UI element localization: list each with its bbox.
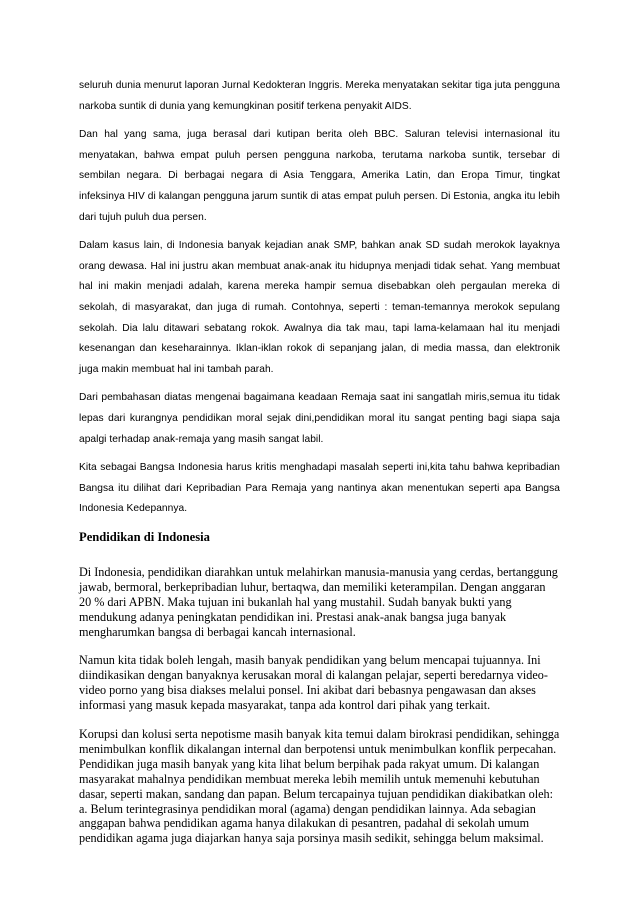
paragraph-corruption: Korupsi dan kolusi serta nepotisme masih banyak kita temui dalam birokrasi pendidikan, sehingga menimbulkan konflik dikalangan internal dan berpotensi untuk menimbulkan konflik perpecahan. Pendidikan juga masih banyak yang kita lihat belum berpihak pada rakyat umum. Di kalangan masyarakat mahalnya pendidikan membuat mereka lebih memilih untuk memenuhi kebutuhan dasar, seperti makan, sandang dan papan. Belum tercapainya tujuan pendidikan diakibatkan oleh: a. Belum terintegrasinya pendidikan moral (agama) dengan pendidikan lainnya. Ada sebagian anggapan bahwa pendidikan agama hanya dilakukan di pesantren, padahal di sekolah umum pendidikan agama juga diajarkan hanya saja porsinya masih sedikit, sehingga belum maksimal.	[79, 727, 560, 846]
document-body	[79, 76, 560, 860]
paragraph-national-character: Kita sebagai Bangsa Indonesia harus kritis menghadapi masalah seperti ini,kita tahu bahwa kepribadian Bangsa itu dilihat dari Kepribadian Para Remaja yang nantinya akan menentukan seperti apa Bangsa Indonesia Kedepannya.	[79, 462, 560, 515]
section-heading: Pendidikan di Indonesia	[79, 529, 210, 544]
paragraph-smoking-children: Dalam kasus lain, di Indonesia banyak kejadian anak SMP, bahkan anak SD sudah merokok layaknya orang dewasa. Hal ini justru akan membuat anak-anak itu hidupnya menjadi tidak sehat. Yang membuat hal ini makin menjadi adalah, karena mereka hampir semua disebabkan oleh pergaulan mereka di sekolah, di masyarakat, dan juga di rumah. Contohnya, seperti : teman-temannya merokok sepulang sekolah. Dia lalu ditawari sebatang rokok. Awalnya dia tak mau, tapi lama-kelamaan hal itu menjadi kesenangan dan keseharainnya. Iklan-iklan rokok di sepanjang jalan, di media massa, dan elektronik juga makin membuat hal ini tambah parah.	[79, 240, 560, 375]
paragraph-moral-education: Dari pembahasan diatas mengenai bagaimana keadaan Remaja saat ini sangatlah miris,semua itu tidak lepas dari kurangnya pendidikan moral sejak dini,pendidikan moral itu sangat penting bagi siapa saja apalgi terhadap anak-remaja yang masih sangat labil.	[79, 392, 560, 445]
paragraph-bbc-report: Dan hal yang sama, juga berasal dari kutipan berita oleh BBC. Saluran televisi internasional itu menyatakan, bahwa empat puluh persen pengguna narkoba, terutama narkoba suntik, tersebar di sembilan negara. Di berbagai negara di Asia Tenggara, Amerika Latin, dan Eropa Timur, tingkat infeksinya HIV di kalangan pengguna jarum suntik di atas empat puluh persen. Di Estonia, angka itu lebih dari tujuh puluh dua persen.	[79, 129, 560, 223]
paragraph-moral-damage: Namun kita tidak boleh lengah, masih banyak pendidikan yang belum mencapai tujuannya. Ini diindikasikan dengan banyaknya kerusakan moral di kalangan pelajar, seperti beredarnya video-video porno yang bisa diakses melalui ponsel. Ini akibat dari bebasnya pengawasan dan akses informasi yang masuk kepada masyarakat, tanpa ada kontrol dari pihak yang terkait.	[79, 653, 548, 713]
paragraph-education-goals: Di Indonesia, pendidikan diarahkan untuk melahirkan manusia-manusia yang cerdas, bertanggung jawab, bermoral, berkepribadian luhur, bertaqwa, dan memiliki keterampilan. Dengan anggaran 20 % dari APBN. Maka tujuan ini bukanlah hal yang mustahil. Sudah banyak bukti yang mendukung adanya peningkatan pendidikan ini. Prestasi anak-anak bangsa juga banyak mengharumkan bangsa di berbagai kancah internasional.	[79, 564, 558, 639]
paragraph-aids-report: seluruh dunia menurut laporan Jurnal Kedokteran Inggris. Mereka menyatakan sekitar tiga juta pengguna narkoba suntik di dunia yang kemungkinan positif terkena penyakit AIDS.	[79, 80, 560, 112]
